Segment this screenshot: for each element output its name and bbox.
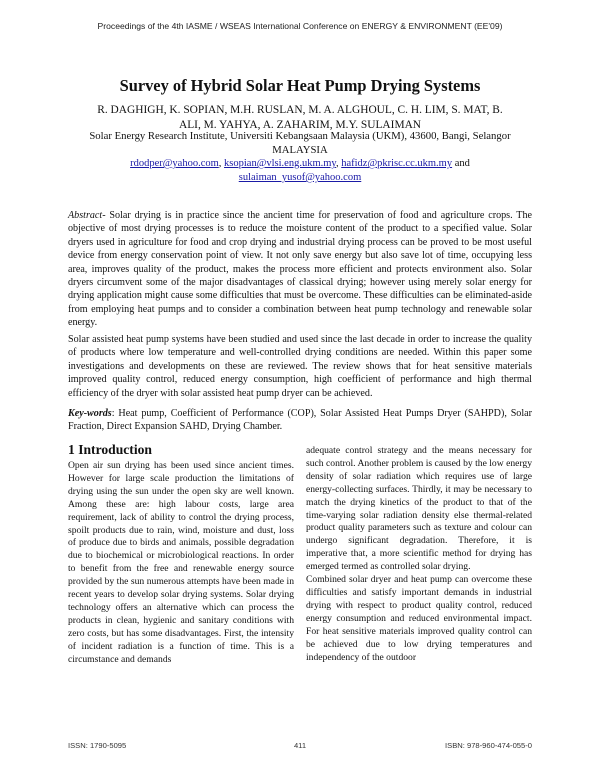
- column-right: [306, 445, 532, 664]
- footer-isbn: ISBN: 978-960-474-055-0: [445, 741, 532, 750]
- affiliation: [40, 129, 560, 157]
- author-line-2: ALI, M. YAHYA, A. ZAHARIM, M.Y. SULAIMAN: [178, 119, 422, 131]
- column-left: [68, 442, 294, 667]
- abstract-text: Solar drying is in practice since the ancient time for preservation of food and agriculture crops. The objective of most drying processes is to reduce the moisture content of the product to a specified value. Solar dryers used in agriculture for food and crop drying and industrial drying process can be proved to be most useful device from energy conservation point of view. It not only save energy but also save lot of time, occupying less area, improves quality of the product, makes the process more efficient and protects environment also. Solar dryers circumvent some of the major disadvantages of classical drying; however using merely solar energy for drying application might cause some difficulties that must be overcome. These difficulties can be eliminated-aside from employing heat pumps and to consider a combination between heat pump technology and renewable solar energy.: [68, 210, 532, 329]
- email-link-3[interactable]: hafidz@pkrisc.cc.ukm.my: [341, 158, 453, 169]
- introduction-paragraph-3: Combined solar dryer and heat pump can overcome these difficulties and satisfy important demands in industrial drying with respect to product quality control, reduced energy consumption and reduced environmental impact. For heat sensitive materials improved quality control can be achieved due to low drying temperatures and independency of the outdoor: [306, 574, 532, 663]
- email-line-1: [60, 157, 540, 171]
- email-separator: ,: [218, 158, 225, 169]
- introduction-paragraph-2: adequate control strategy and the means necessary for such control. Another problem is caused by the low energy density of solar radiation which requires use of large energy-collecting surfaces. Thirdly, it may be necessary to match the drying kinetics of the product to that of the time-varying solar radiation density else thermal-related product quality parameters such as texture and colour can undergo significant degradation. Therefore, it is imperative that, a more scientific method for drying has emerged termed as controlled solar drying.: [306, 445, 532, 573]
- email-and: and: [452, 158, 470, 169]
- footer-page-number: 411: [293, 741, 307, 750]
- introduction-paragraph-1: Open air sun drying has been used since ancient times. However for large scale production the limitations of drying using the sun under the open sky are well known. Among these are: high labour costs, large area requirement, lack of ability to control the drying process, spoilt products due to rain, wind, moisture and dust, loss of produce due to birds and animals, possible degradation due to biochemical or microbiological reactions. In order to benefit from the free and renewable energy source provided by the sun numerous attempts have been made in recent years to develop solar drying systems. Solar drying technology offers an alternative which can process the products in clean, hygienic and sanitary conditions with zero costs, but has some disadvantages. First, the intensity of incident radiation is a function of time. This is a circumstance and demands: [68, 460, 294, 665]
- email-link-2[interactable]: ksopian@vlsi.eng.ukm.my: [224, 158, 336, 169]
- author-emails: [60, 157, 540, 185]
- affiliation-line-2: MALAYSIA: [272, 144, 328, 156]
- email-separator: ,: [335, 158, 342, 169]
- paper-title: Survey of Hybrid Solar Heat Pump Drying Systems: [119, 76, 481, 95]
- running-header: Proceedings of the 4th IASME / WSEAS International Conference on ENERGY & ENVIRONMENT (EE'09): [97, 21, 503, 31]
- abstract: [68, 209, 532, 330]
- email-line-2: [60, 171, 540, 185]
- section-heading: 1 Introduction: [68, 442, 152, 457]
- email-link-4[interactable]: sulaiman_yusof@yahoo.com: [238, 172, 362, 183]
- abstract-review-paragraph: Solar assisted heat pump systems have been studied and used since the last decade in order to increase the quality of products where low temperature and well-controlled drying conditions are needed. Within this paper some investigations and developments on these are reviewed. The review shows that for heat sensitive materials improved quality control, reduced energy consumption, high coefficient of performance and high thermal efficiency of the dryer with solar assisted heat pump dryer can be achieved.: [68, 334, 532, 399]
- keywords-text: : Heat pump, Coefficient of Performance (COP), Solar Assisted Heat Pumps Dryer (SAHPD), Solar Fraction, Direct Expansion SAHD, Drying Chamber.: [68, 408, 532, 433]
- author-line-1: R. DAGHIGH, K. SOPIAN, M.H. RUSLAN, M. A. ALGHOUL, C. H. LIM, S. MAT, B.: [97, 104, 503, 116]
- keywords: [68, 407, 532, 434]
- footer-issn: ISSN: 1790-5095: [68, 741, 127, 750]
- email-link-1[interactable]: rdodper@yahoo.com: [130, 158, 219, 169]
- abstract-label: Abstract-: [68, 210, 106, 221]
- keywords-label: Key-words: [68, 408, 112, 419]
- affiliation-line-1: Solar Energy Research Institute, Universiti Kebangsaan Malaysia (UKM), 43600, Bangi, Selangor: [89, 130, 511, 142]
